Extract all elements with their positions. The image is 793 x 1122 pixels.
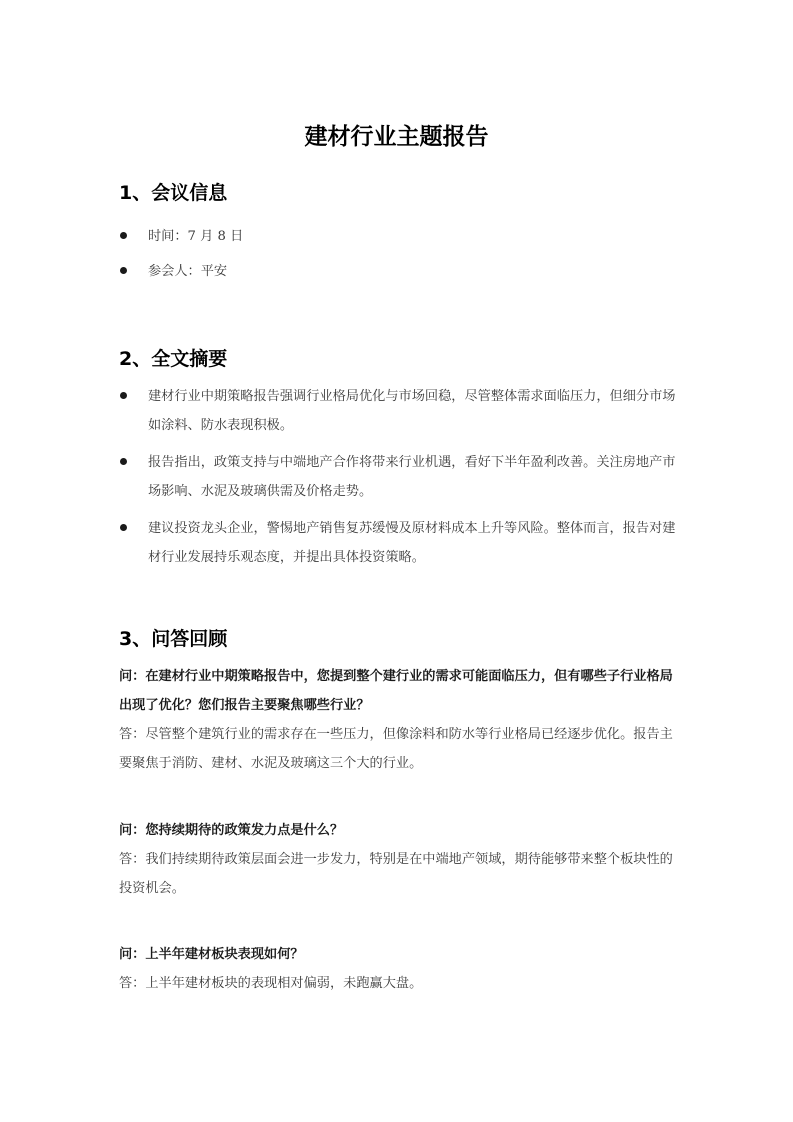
list-item <box>119 257 679 286</box>
summary-paragraph: 建材行业中期策略报告强调行业格局优化与市场回稳，尽管整体需求面临压力，但细分市场如涂料、防水表现积极。 <box>148 389 676 433</box>
qa-answer: 答：上半年建材板块的表现相对偏弱，未跑赢大盘。 <box>119 976 423 991</box>
summary-list <box>119 382 679 572</box>
bullet-icon <box>120 267 127 274</box>
summary-paragraph: 报告指出，政策支持与中端地产合作将带来行业机遇，看好下半年盈利改善。关注房地产市场影响、水泥及玻璃供需及价格走势。 <box>148 455 676 499</box>
bullet-icon <box>120 458 127 465</box>
qa-question: 问：您持续期待的政策发力点是什么？ <box>119 823 344 838</box>
meeting-attendees: 参会人：平安 <box>148 264 228 279</box>
list-item <box>119 222 679 251</box>
qa-question: 问：在建材行业中期策略报告中，您提到整个建行业的需求可能面临压力，但有哪些子行业格局出现了优化？您们报告主要聚焦哪些行业？ <box>119 669 673 713</box>
list-item <box>119 382 679 440</box>
section-heading-summary: 2、全文摘要 <box>119 348 228 370</box>
summary-paragraph: 建议投资龙头企业，警惕地产销售复苏缓慢及原材料成本上升等风险。整体而言，报告对建材行业发展持乐观态度，并提出具体投资策略。 <box>148 521 676 565</box>
meeting-time: 时间：7 月 8 日 <box>148 229 244 244</box>
meeting-info-list <box>119 222 679 286</box>
bullet-icon <box>120 524 127 531</box>
document-title: 建材行业主题报告 <box>304 124 489 150</box>
qa-answer: 答：我们持续期待政策层面会进一步发力，特别是在中端地产领域，期待能够带来整个板块性的投资机会。 <box>119 852 673 896</box>
section-heading-qa: 3、问答回顾 <box>119 628 228 650</box>
list-item <box>119 448 679 506</box>
qa-answer: 答：尽管整个建筑行业的需求存在一些压力，但像涂料和防水等行业格局已经逐步优化。报告主要聚焦于消防、建材、水泥及玻璃这三个大的行业。 <box>119 727 673 771</box>
qa-item <box>119 816 675 903</box>
section-heading-meeting-info: 1、会议信息 <box>119 182 228 204</box>
bullet-icon <box>120 232 127 239</box>
qa-item <box>119 940 675 998</box>
list-item <box>119 514 679 572</box>
qa-item <box>119 662 675 778</box>
bullet-icon <box>120 392 127 399</box>
qa-question: 问：上半年建材板块表现如何？ <box>119 947 304 962</box>
